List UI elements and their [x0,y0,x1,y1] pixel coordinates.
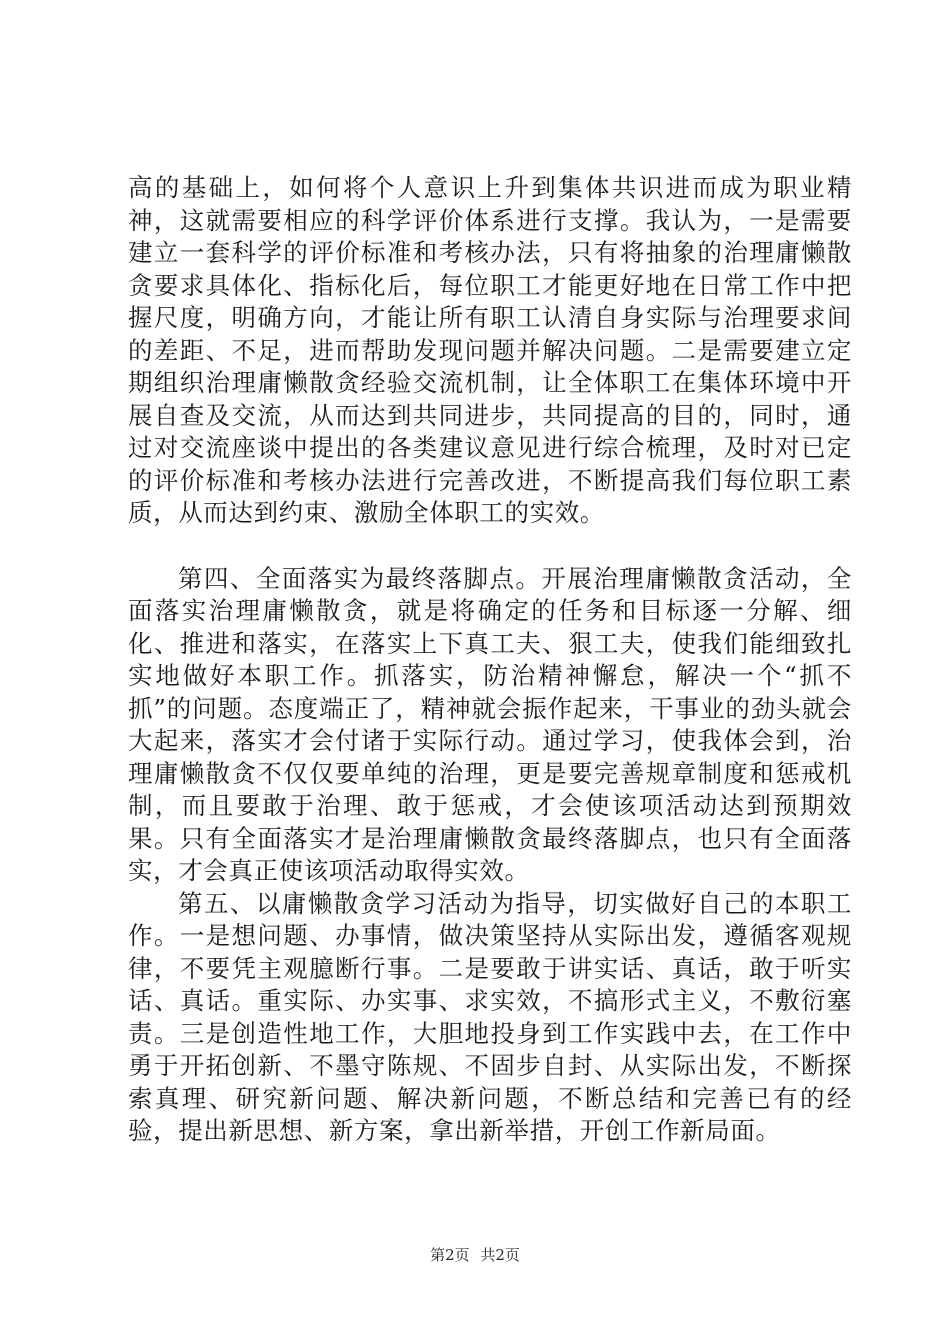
paragraph-fourth-point: 第四、全面落实为最终落脚点。开展治理庸懒散贪活动，全面落实治理庸懒散贪，就是将确定的任务和目标逐一分解、细化、推进和落实，在落实上下真工夫、狠工夫，使我们能细致扎实地做好本职工作。抓落实，防治精神懈怠，解决一个“抓不抓”的问题。态度端正了，精神就会振作起来，干事业的劲头就会大起来，落实才会付诸于实际行动。通过学习，使我体会到，治理庸懒散贪不仅仅要单纯的治理，更是要完善规章制度和惩戒机制，而且要敢于治理、敢于惩戒，才会使该项活动达到预期效果。只有全面落实才是治理庸懒散贪最终落脚点，也只有全面落实，才会真正使该项活动取得实效。 [128,563,852,885]
paragraph-gap [128,530,852,563]
document-body [128,172,852,1148]
page-total: 共2页 [480,1246,520,1264]
paragraph-continued: 高的基础上，如何将个人意识上升到集体共识进而成为职业精神，这就需要相应的科学评价体系进行支撑。我认为，一是需要建立一套科学的评价标准和考核办法，只有将抽象的治理庸懒散贪要求具体化、指标化后，每位职工才能更好地在日常工作中把握尺度，明确方向，才能让所有职工认清自身实际与治理要求间的差距、不足，进而帮助发现问题并解决问题。二是需要建立定期组织治理庸懒散贪经验交流机制，让全体职工在集体环境中开展自查及交流，从而达到共同进步，共同提高的目的，同时，通过对交流座谈中提出的各类建议意见进行综合梳理，及时对已定的评价标准和考核办法进行完善改进，不断提高我们每位职工素质，从而达到约束、激励全体职工的实效。 [128,173,852,527]
page-number: 第2页 [430,1246,470,1264]
paragraph-fifth-point: 第五、以庸懒散贪学习活动为指导，切实做好自己的本职工作。一是想问题、办事情，做决策坚持从实际出发，遵循客观规律，不要凭主观臆断行事。二是要敢于讲实话、真话，敢于听实话、真话。重实际、办实事、求实效，不搞形式主义，不敷衍塞责。三是创造性地工作，大胆地投身到工作实践中去，在工作中勇于开拓创新、不墨守陈规、不固步自封、从实际出发，不断探索真理、研究新问题、解决新问题，不断总结和完善已有的经验，提出新思想、新方案，拿出新举措，开创工作新局面。 [128,888,852,1145]
page-footer [0,1245,950,1265]
